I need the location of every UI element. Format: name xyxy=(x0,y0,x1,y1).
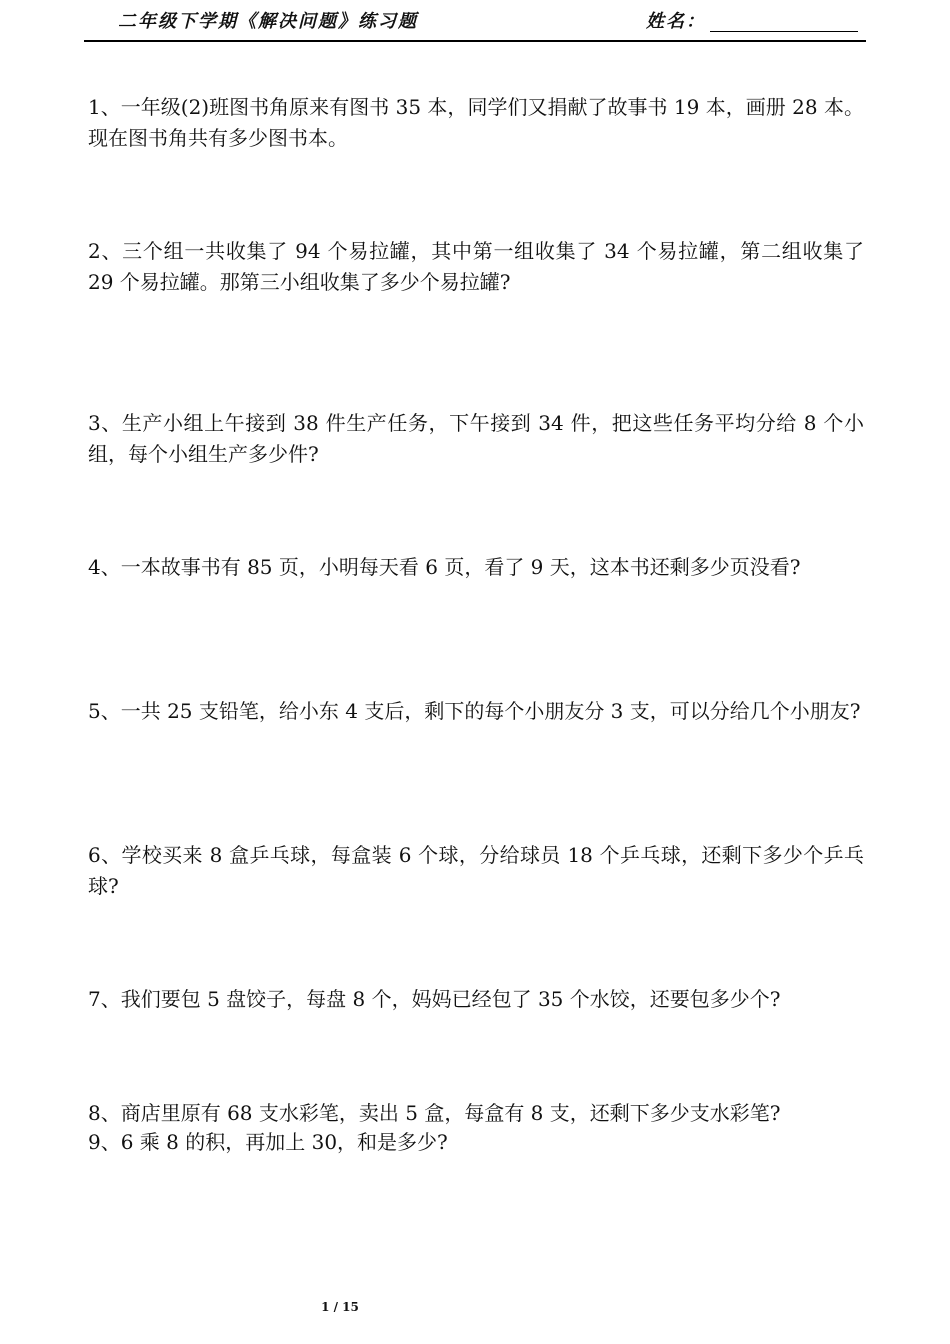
question-6: 6、学校买来 8 盒乒乓球，每盒装 6 个球，分给球员 18 个乒乓球，还剩下多少个乒乓球? xyxy=(88,843,864,898)
question-5: 5、一共 25 支铅笔，给小东 4 支后，剩下的每个小朋友分 3 支，可以分给几个小朋友? xyxy=(88,699,861,723)
question-2: 2、三个组一共收集了 94 个易拉罐，其中第一组收集了 34 个易拉罐，第二组收集了 29 个易拉罐。那第三小组收集了多少个易拉罐? xyxy=(88,239,864,294)
page-header xyxy=(84,0,866,42)
name-blank-line xyxy=(710,31,858,32)
question-1: 1、一年级(2)班图书角原来有图书 35 本，同学们又捐献了故事书 19 本，画册 28 本。现在图书角共有多少图书本。 xyxy=(88,95,864,150)
question-8: 8、商店里原有 68 支水彩笔，卖出 5 盒，每盒有 8 支，还剩下多少支水彩笔? xyxy=(88,1101,781,1125)
page-number: 1 / 15 xyxy=(321,1300,359,1314)
question-9: 9、6 乘 8 的积，再加上 30，和是多少? xyxy=(88,1130,448,1154)
question-3: 3、生产小组上午接到 38 件生产任务，下午接到 34 件，把这些任务平均分给 8 个小组，每个小组生产多少件? xyxy=(88,411,864,466)
name-label: 姓名： xyxy=(646,11,706,32)
question-4: 4、一本故事书有 85 页，小明每天看 6 页，看了 9 天，这本书还剩多少页没看? xyxy=(88,555,801,579)
worksheet-title: 二年级下学期《解决问题》练习题 xyxy=(118,11,418,32)
question-7: 7、我们要包 5 盘饺子，每盘 8 个，妈妈已经包了 35 个水饺，还要包多少个? xyxy=(88,987,781,1011)
